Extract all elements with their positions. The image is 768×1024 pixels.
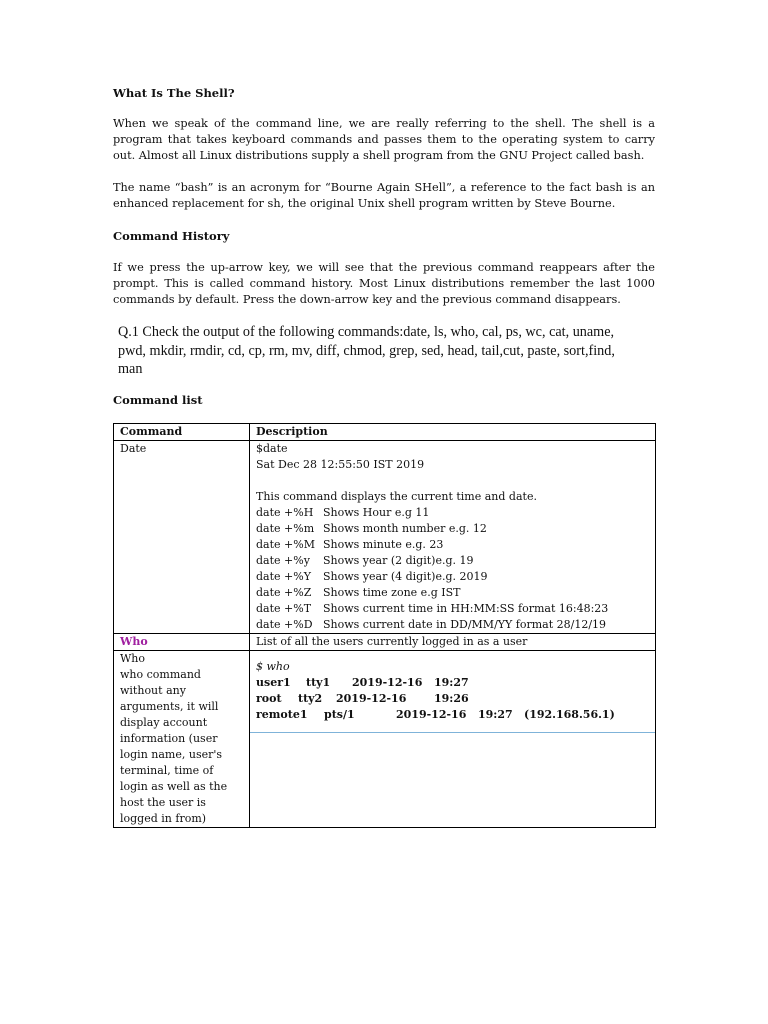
who-tty: tty2 — [298, 692, 323, 705]
cell-description-date — [250, 441, 656, 634]
option-key: date +%M — [256, 538, 315, 551]
cell-command-date: Date — [114, 441, 250, 634]
option-desc: Shows current time in HH:MM:SS format 16:48:23 — [323, 602, 609, 615]
spacer — [256, 473, 649, 489]
who-user: root — [256, 692, 282, 705]
date-intro-text: This command displays the current time and date. — [256, 490, 537, 503]
date-option-row — [256, 505, 649, 521]
who-user: user1 — [256, 676, 291, 689]
date-option-row — [256, 617, 649, 633]
option-key: date +%m — [256, 522, 315, 535]
section-heading-command-list: Command list — [113, 393, 203, 407]
cell-who-output — [250, 651, 656, 828]
who-tty: tty1 — [306, 676, 331, 689]
who-user: remote1 — [256, 708, 308, 721]
paragraph-command-history: If we press the up-arrow key, we will see that the previous command reappears after the prompt. This is called command history. Most Linux distributions remember the last 1000 commands by default. Press the down-arrow key and the previous command disappears. — [113, 261, 655, 306]
option-desc: Shows year (4 digit)e.g. 2019 — [323, 570, 488, 583]
who-time: 19:27 — [478, 708, 513, 721]
option-key: date +%y — [256, 554, 310, 567]
option-key: date +%T — [256, 602, 312, 615]
who-time: 19:26 — [434, 692, 469, 705]
section-heading-shell: What Is The Shell? — [113, 86, 235, 100]
option-desc: Shows Hour e.g 11 — [323, 506, 430, 519]
who-output-block — [256, 651, 649, 792]
option-desc: Shows year (2 digit)e.g. 19 — [323, 554, 474, 567]
option-desc: Shows month number e.g. 12 — [323, 522, 487, 535]
option-desc: Shows minute e.g. 23 — [323, 538, 444, 551]
who-detail-text: who command without any arguments, it will display account information (user login name, user's terminal, time of login as well as the host the user is logged in from) — [120, 668, 228, 825]
option-key: date +%Y — [256, 570, 311, 583]
table-row-who-summary — [114, 634, 656, 651]
who-host: (192.168.56.1) — [524, 708, 615, 721]
table-row-who-detail — [114, 651, 656, 828]
option-key: date +%H — [256, 506, 314, 519]
header-command: Command — [114, 424, 250, 441]
option-desc: Shows current date in DD/MM/YY format 28/12/19 — [323, 618, 607, 631]
section-heading-history: Command History — [113, 229, 230, 243]
date-option-row — [256, 569, 649, 585]
table-header-row — [114, 424, 656, 441]
who-date: 2019-12-16 — [352, 676, 423, 689]
paragraph-bash-name: The name “bash” is an acronym for “Bourne Again SHell”, a reference to the fact bash is an enhanced replacement for sh, the original Unix shell program written by Steve Bourne. — [113, 181, 655, 210]
date-option-row — [256, 521, 649, 537]
cell-who-explanation — [114, 651, 250, 828]
cell-command-who: Who — [114, 634, 250, 651]
who-date: 2019-12-16 — [396, 708, 467, 721]
option-key: date +%D — [256, 618, 313, 631]
date-example-output: Sat Dec 28 12:55:50 IST 2019 — [256, 458, 425, 471]
date-option-row — [256, 585, 649, 601]
who-title: Who — [120, 652, 146, 665]
paragraph-shell-intro: When we speak of the command line, we are really referring to the shell. The shell is a program that takes keyboard commands and passes them to the operating system to carry out. Almost all Linux distributions supply a shell program from the GNU Project called bash. — [113, 117, 655, 162]
cell-description-who: List of all the users currently logged in as a user — [250, 634, 656, 651]
date-example-command: $date — [256, 442, 288, 455]
date-option-row — [256, 553, 649, 569]
command-table — [113, 423, 656, 828]
option-key: date +%Z — [256, 586, 312, 599]
table-row-date — [114, 441, 656, 634]
who-time: 19:27 — [434, 676, 469, 689]
divider-line — [250, 732, 655, 733]
who-prompt: $ who — [256, 660, 290, 673]
who-tty: pts/1 — [324, 708, 355, 721]
header-description: Description — [250, 424, 656, 441]
option-desc: Shows time zone e.g IST — [323, 586, 461, 599]
who-date: 2019-12-16 — [336, 692, 407, 705]
question-text: Q.1 Check the output of the following commands:date, ls, who, cal, ps, wc, cat, uname, pwd, mkdir, rmdir, cd, cp, rm, mv, diff, chmod, grep, sed, head, tail,cut, paste, sort,find, man — [118, 324, 615, 377]
date-option-row — [256, 601, 649, 617]
date-option-row — [256, 537, 649, 553]
